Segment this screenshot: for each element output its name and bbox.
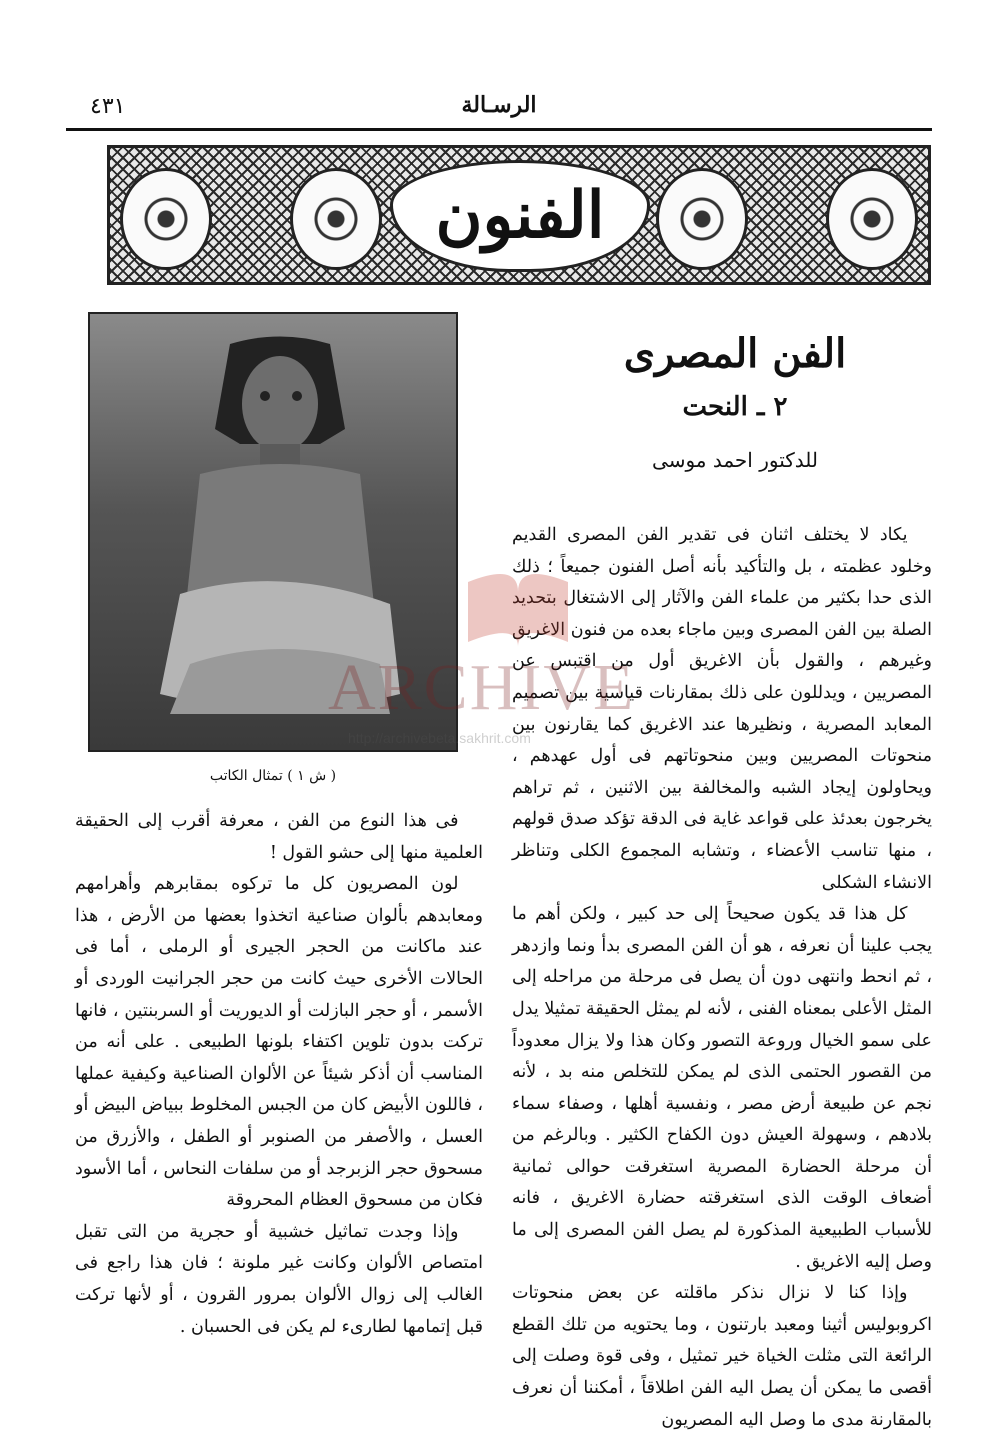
section-title: الفنون xyxy=(435,178,605,253)
paragraph: يكاد لا يختلف اثنان فى تقدير الفن المصرى القديم وخلود عظمته ، بل والتأكيد بأنه أصل الفنون جميعاً ؛ ذلك الذى حدا بكثير من علماء الفن والآثار إلى الاشتغال بتحديد الصلة بين الفن المصرى وبين ماجاء بعده من فنون الاغريق وغيرهم ، والقول بأن الاغريق أول من اقتبس عن المصريين ، ويدللون على ذلك بمقارنات قياسية بين تصميم المعابد المصرية ، ونظيرها عند الاغريق كما يقارنون بين منحوتات المصريين وبين منحوتاتهم فى أول عهدهم ، ويحاولون إيجاد الشبه والمخالفة بين الاثنين ، ثم تراهم يخرجون بعدئذ على قواعد غاية فى الدقة تؤكد صدق قولهم ، منها تناسب الأعضاء ، وتشابه المجموع الكلى وتناظر الانشاء الشكلى xyxy=(512,525,932,893)
article-column-right xyxy=(512,520,932,1436)
article-subtitle: ٢ ـ النحت xyxy=(682,392,788,422)
banner-cartouche xyxy=(390,160,650,272)
section-banner xyxy=(107,145,931,285)
article-column-left xyxy=(75,806,483,1343)
article-title: الفن المصرى xyxy=(623,330,847,377)
seated-scribe-icon xyxy=(160,334,400,744)
watermark-url: http://archivebeta.sakhrit.com xyxy=(348,730,531,746)
running-title: الرسـالة xyxy=(461,92,537,118)
page-number: ٤٣١ xyxy=(90,94,126,119)
figure-caption: ( ش ١ ) تمثال الكاتب xyxy=(209,768,337,784)
ornament-medallion-icon xyxy=(826,168,918,270)
paragraph: لون المصريون كل ما تركوه بمقابرهم وأهرامهم ومعابدهم بألوان صناعية اتخذوا بعضها من الأرض ، هذا عند ماكانت من الحجر الجيرى أو الرملى ، أما فى الحالات الأخرى حيث كانت من حجر الجرانيت الوردى أو الأسمر ، أو حجر البازلت أو الديوريت أو السربنتين ، فانها تركت بدون تلوين اكتفاء بلونها الطبيعى . على أنه من المناسب أن أذكر شيئاً عن الألوان الصناعية وكيفية عملها ، فاللون الأبيض كان من الجبس المخلوط ببياض البيض أو العسل ، والأصفر من الصنوبر أو الطفل ، والأزرق من مسحوق حجر الزبرجد أو من سلفات النحاس ، أما الأسود فكان من مسحوق العظام المحروقة xyxy=(75,874,483,1211)
paragraph: كل هذا قد يكون صحيحاً إلى حد كبير ، ولكن أهم ما يجب علينا أن نعرفه ، هو أن الفن المصرى بدأ ونما وازدهر ، ثم انحط وانتهى دون أن يصل فى مرحلة من مراحله إلى المثل الأعلى بمعناه الفنى ، لأنه لم يمثل الحقيقة تمثيلا يدل على سمو الخيال وروعة التصور وكان هذا ولا يزال معدوداً من القصور الحتمى الذى لم يمكن للتخلص منه بد ، لأنه نجم عن طبيعة أرض مصر ، ونفسية أهلها ، وصفاء سماء بلادهم ، وسهولة العيش دون الكفاح الكثير . وبالرغم من أن مرحلة الحضارة المصرية استغرقت حوالى ثمانية أضعاف الوقت الذى استغرقته حضارة الاغريق ، فانه للأسباب الطبيعية المذكورة لم يصل الفن المصرى إلى ما وصل إليه الاغريق . xyxy=(512,904,932,1272)
paragraph: وإذا كنا لا نزال نذكر ماقلته عن بعض منحوتات اكروبوليس أثينا ومعبد بارتنون ، وما يحتويه من تلك القطع الرائعة التى مثلت الخياة خير تمثيل ، وفى قوة وصلت إلى أقصى ما يمكن أن يصل اليه الفن اطلاقاً ، أمكننا أن نعرف بالمقارنة مدى ما وصل اليه المصريون xyxy=(512,1283,932,1430)
page-header xyxy=(66,90,932,132)
paragraph: وإذا وجدت تماثيل خشبية أو حجرية من التى تقبل امتصاص الألوان وكانت غير ملونة ؛ فان هذا راجع فى الغالب إلى زوال الألوان بمرور القرون ، أو لأنها تركت قبل إتمامها لطارىء لم يكن فى الحسبان . xyxy=(75,1221,483,1337)
header-rule xyxy=(66,128,932,131)
ornament-medallion-icon xyxy=(290,168,382,270)
ornament-medallion-icon xyxy=(120,168,212,270)
paragraph: فى هذا النوع من الفن ، معرفة أقرب إلى الحقيقة العلمية منها إلى حشو القول ! xyxy=(75,811,483,863)
scribe-statue-photo xyxy=(88,312,458,752)
article-author: للدكتور احمد موسى xyxy=(652,448,818,472)
ornament-medallion-icon xyxy=(656,168,748,270)
watermark-text: ARCHIVE xyxy=(328,651,636,724)
